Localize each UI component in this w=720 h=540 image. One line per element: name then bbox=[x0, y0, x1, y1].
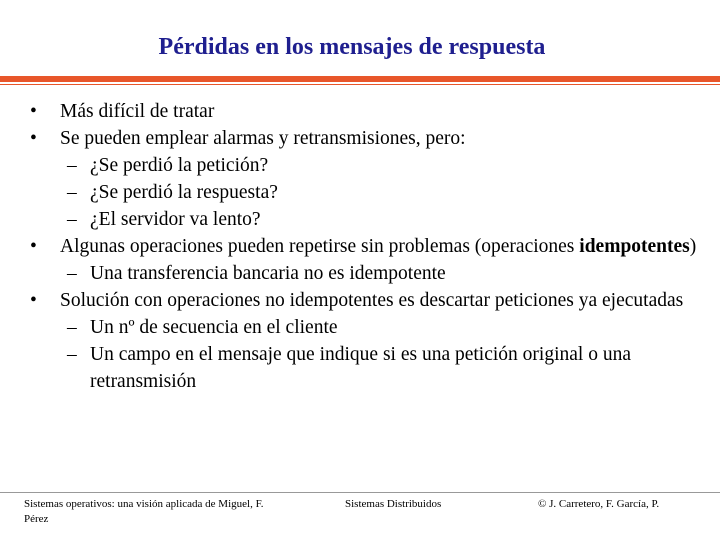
bullet-item bbox=[30, 98, 700, 125]
bullet-item bbox=[30, 125, 700, 152]
sub-bullet-text: ¿Se perdió la respuesta? bbox=[90, 182, 278, 203]
slide-title: Pérdidas en los mensajes de respuesta bbox=[158, 34, 546, 60]
bullet-text: Algunas operaciones pueden repetirse sin problemas (operaciones bbox=[60, 236, 580, 257]
bold-term: idempotentes bbox=[579, 236, 690, 257]
sub-bullet-item bbox=[30, 152, 700, 179]
title-divider bbox=[0, 76, 720, 82]
bullet-text: Más difícil de tratar bbox=[60, 101, 215, 122]
footer-authors: © J. Carretero, F. García, P. bbox=[538, 498, 660, 510]
footer-divider bbox=[0, 492, 720, 493]
dash-marker: – bbox=[67, 182, 77, 203]
bullet-item bbox=[30, 287, 700, 314]
dash-marker: – bbox=[67, 317, 77, 338]
bullet-text: Se pueden emplear alarmas y retransmisiones, pero: bbox=[60, 128, 466, 149]
sub-bullet-item bbox=[30, 206, 700, 233]
bullet-item bbox=[30, 233, 700, 260]
slide-body bbox=[30, 98, 700, 395]
sub-bullet-text: ¿El servidor va lento? bbox=[90, 209, 261, 230]
sub-bullet-text: ¿Se perdió la petición? bbox=[90, 155, 269, 176]
sub-bullet-text: Un nº de secuencia en el cliente bbox=[90, 317, 338, 338]
bullet-text-end: ) bbox=[689, 236, 697, 257]
footer-course: Sistemas Distribuidos bbox=[345, 498, 442, 510]
sub-bullet-item bbox=[30, 314, 700, 341]
dash-marker: – bbox=[67, 209, 77, 230]
sub-bullet-item bbox=[30, 260, 700, 287]
bullet-marker: • bbox=[30, 128, 37, 149]
sub-bullet-text: Un campo en el mensaje que indique si es una petición original o una retransmisión bbox=[90, 344, 631, 392]
dash-marker: – bbox=[67, 263, 77, 284]
title-divider-thin bbox=[0, 84, 720, 85]
sub-bullet-item bbox=[30, 341, 700, 395]
dash-marker: – bbox=[67, 155, 77, 176]
bullet-marker: • bbox=[30, 101, 37, 122]
dash-marker: – bbox=[67, 344, 77, 365]
sub-bullet-item bbox=[30, 179, 700, 206]
bullet-marker: • bbox=[30, 236, 37, 257]
sub-bullet-text: Una transferencia bancaria no es idempotente bbox=[90, 263, 446, 284]
bullet-marker: • bbox=[30, 290, 37, 311]
footer-book: Sistemas operativos: una visión aplicada de Miguel, F. Pérez bbox=[24, 498, 264, 525]
bullet-text: Solución con operaciones no idempotentes es descartar peticiones ya ejecutadas bbox=[60, 290, 684, 311]
